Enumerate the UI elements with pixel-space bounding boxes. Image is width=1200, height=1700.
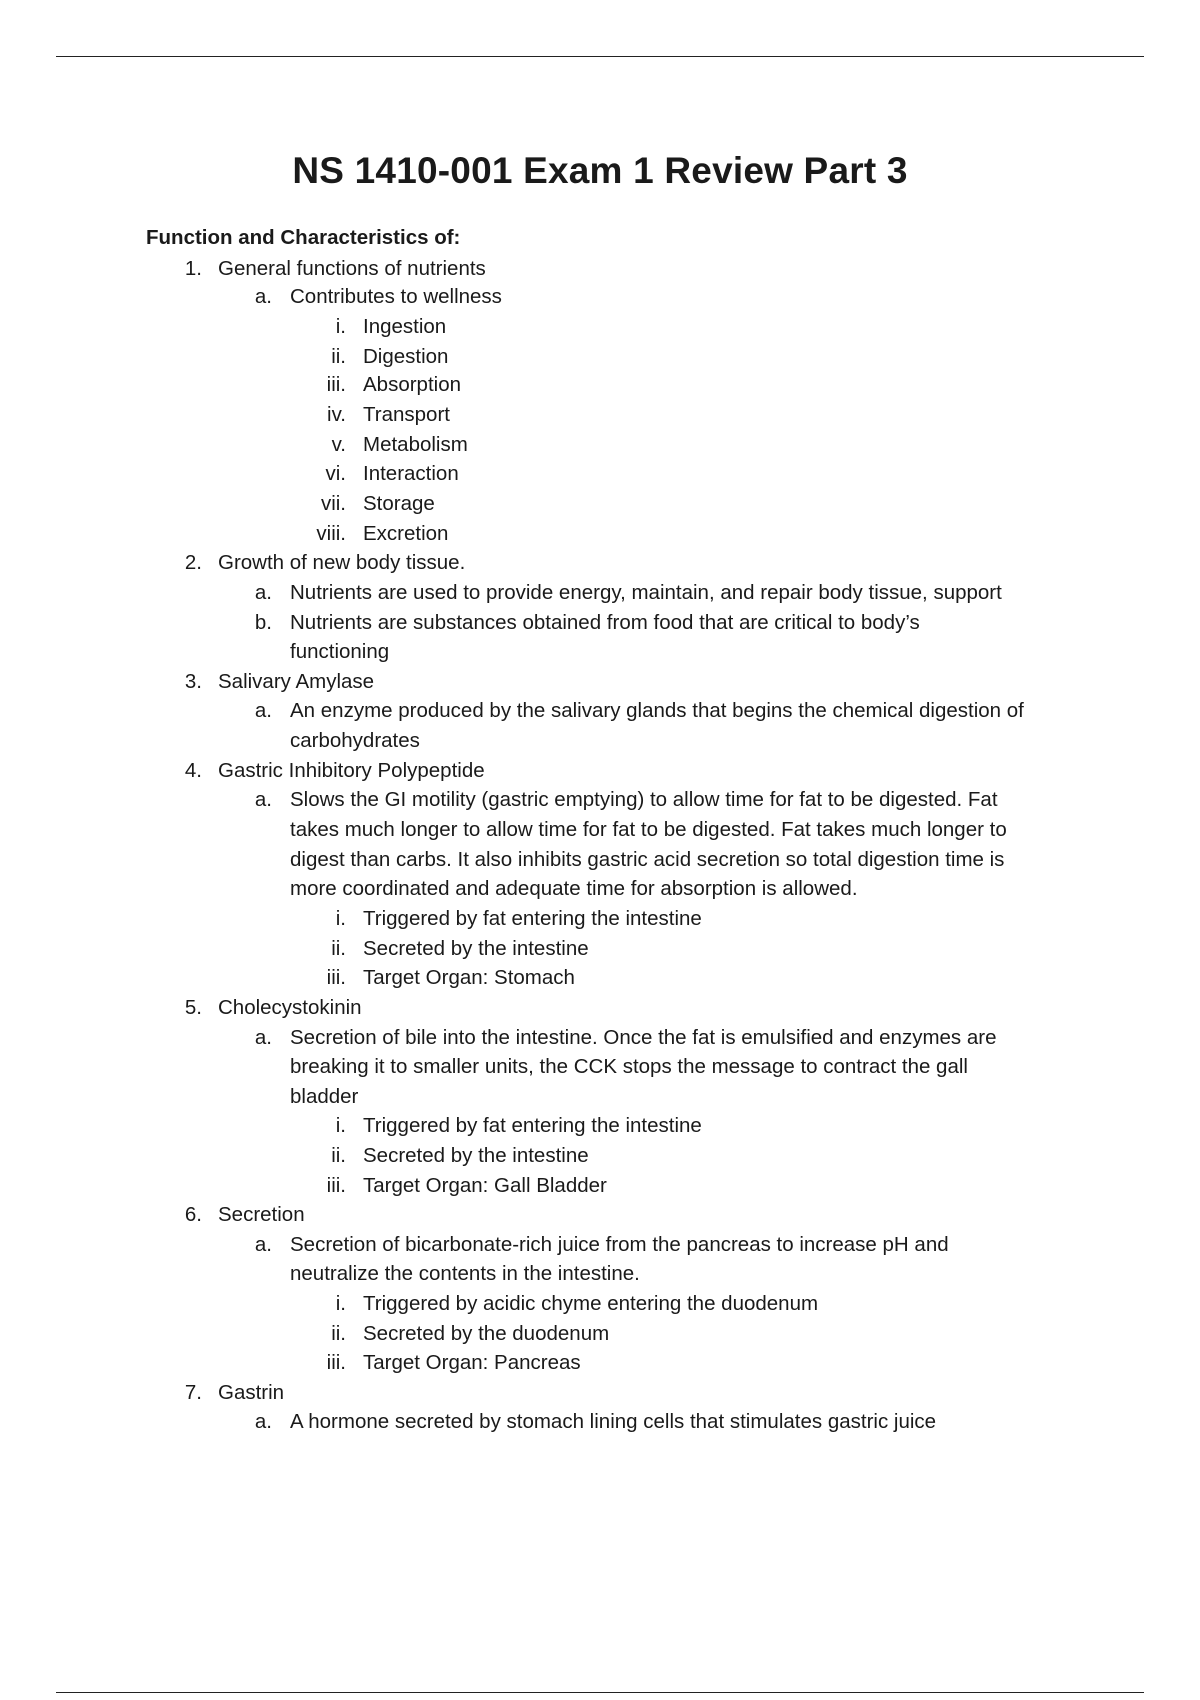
section-heading: Function and Characteristics of: <box>146 226 461 249</box>
bottom-rule <box>56 1692 1144 1693</box>
page-title: NS 1410-001 Exam 1 Review Part 3 <box>292 150 908 191</box>
top-rule <box>56 56 1144 57</box>
